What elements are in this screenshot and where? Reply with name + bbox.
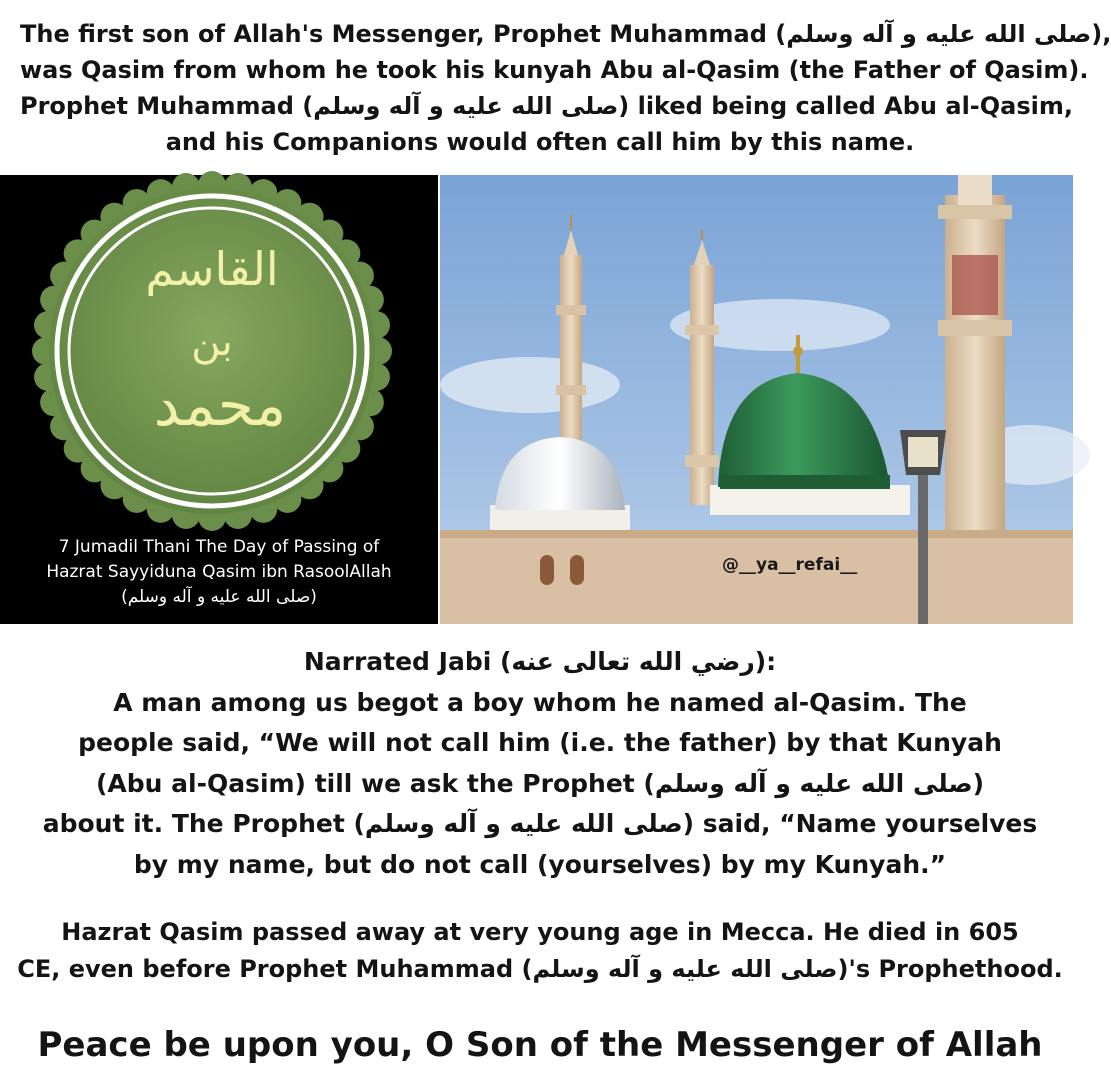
calligraphy-line-2: بن [191,319,233,365]
caption-line: Hazrat Sayyiduna Qasim ibn RasoolAllah [46,562,392,582]
photo-watermark: @__ya__refai__ [722,555,858,575]
death-note-line: Hazrat Qasim passed away at very young age in Mecca. He died in 605 [61,918,1019,946]
death-note-paragraph [5,914,1075,988]
mosque-wall [440,530,1073,624]
left-caption [0,535,438,610]
cloud [440,357,620,413]
intro-line: was Qasim from whom he took his kunyah Abu al-Qasim (the Father of Qasim). [20,56,1089,84]
intro-line: The first son of Allah's Messenger, Prophet Muhammad (صلى الله عليه و آله وسلم), [20,20,1111,48]
death-note-line: CE, even before Prophet Muhammad (صلى الله عليه و آله وسلم)'s Prophethood. [17,955,1063,983]
narration-line: Narrated Jabi (رضي الله تعالى عنه): [303,647,777,676]
narration-line: by my name, but do not call (yourselves) by my Kunyah.” [133,849,947,879]
emblem-panel [0,175,438,624]
wall-crenellation [440,530,1073,538]
right-minaret [938,175,1012,545]
salutation: Peace be upon you, O Son of the Messenger of Allah [37,1025,1043,1065]
caption-line: (صلى الله عليه و آله وسلم) [121,587,317,607]
intro-paragraph [20,8,1111,168]
calligraphy-line-1: القاسم [145,242,279,296]
narration-line: people said, “We will not call him (i.e. the father) by that Kunyah [78,728,1002,757]
narration-line: (Abu al-Qasim) till we ask the Prophet (صلى الله عليه و آله وسلم) [95,768,985,798]
middle-minaret [685,230,719,505]
narration-paragraph [20,642,1060,885]
calligraphy-line-3: محمد [153,371,287,439]
mosque-photo [440,175,1073,624]
caption-line: 7 Jumadil Thani The Day of Passing of [58,537,380,557]
narration-line: A man among us begot a boy whom he named al-Qasim. The [113,687,967,717]
intro-line: Prophet Muhammad (صلى الله عليه و آله وسلم) liked being called Abu al-Qasim, [20,92,1073,120]
wall-window [540,555,554,585]
narration-line: about it. The Prophet (صلى الله عليه و آله وسلم) said, “Name yourselves [42,809,1038,838]
wall-window [570,555,584,585]
intro-line: and his Companions would often call him by this name. [165,128,915,156]
